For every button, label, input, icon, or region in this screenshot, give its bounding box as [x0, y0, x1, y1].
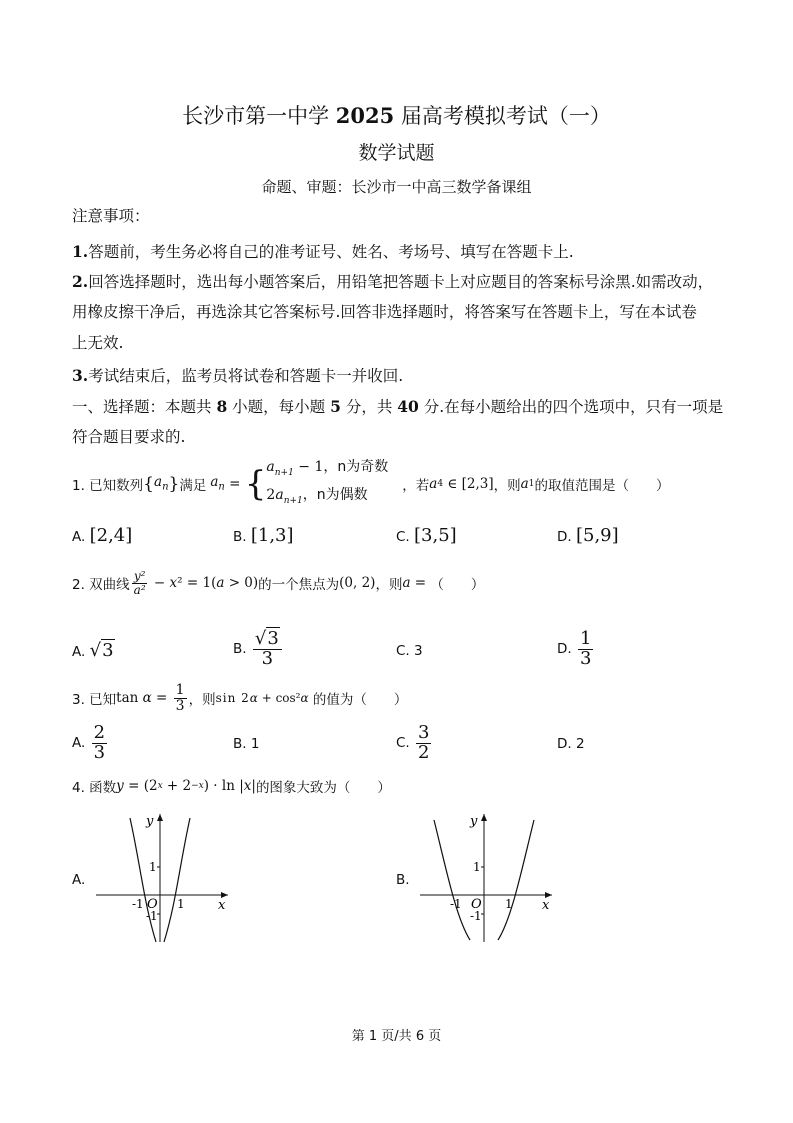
note-2-line-1: 2.回答选择题时，选出每小题答案后，用铅笔把答题卡上对应题目的答案标号涂黑.如需改动， [72, 272, 714, 291]
origin-label: O [147, 897, 158, 912]
curve-right [498, 820, 534, 940]
tick-label-x-1: 1 [177, 897, 185, 911]
tick-label-x-1: 1 [505, 897, 513, 911]
q4-option-b[interactable]: B. [396, 872, 410, 888]
note-2-line-3: 上无效. [72, 334, 124, 352]
q2-option-d[interactable]: D. $\frac{1}{3}$ [557, 628, 592, 669]
exam-title: 长沙市第一中学 2025 届高考模拟考试（一） [182, 103, 611, 128]
q3-option-d[interactable]: D. 2 [557, 736, 585, 752]
axis-label-y: y [470, 814, 478, 829]
note-1: 1.答题前，考生务必将自己的准考证号、姓名、考场号、填写在答题卡上. [72, 242, 574, 261]
curve-right [164, 818, 190, 942]
q2-option-c[interactable]: C. 3 [396, 643, 423, 659]
curve-left [130, 818, 156, 942]
q4-option-a[interactable]: A. [72, 872, 86, 888]
question-1-stem: 1. 已知数列 { $a_n$ } 满足 $a_n$ = { $a_{n+1} - 1$，n为奇数 $2a_{n+1}$，n为偶数 ，若 a 4 ∈ [2,3] ，则 a 1 的取值范围是（ ） [72, 456, 669, 512]
tick-label-y-neg-1: -1 [470, 909, 482, 923]
exam-byline: 命题、审题：长沙市一中高三数学备课组 [261, 178, 532, 196]
question-2-stem: 2. 双曲线 $\frac{\text{y²}}{\text{a²}}$ − x ² = 1( a > 0) 的一个焦点为 (0, 2) ，则 a = （ ） [72, 569, 485, 597]
tick-label-x-neg-1: -1 [132, 897, 144, 911]
notes-heading: 注意事项： [72, 207, 150, 225]
y-axis-arrow [481, 814, 487, 821]
q1-option-c[interactable]: C. [3,5] [396, 525, 457, 546]
y-axis-arrow [157, 814, 163, 821]
note-2-line-2: 用橡皮擦干净后，再选涂其它答案标号.回答非选择题时，将答案写在答题卡上，写在本试卷 [72, 303, 697, 321]
q3-option-b[interactable]: B. 1 [233, 736, 260, 752]
q4-graph-b [412, 808, 562, 948]
q2-option-b[interactable]: B. $\frac{√3}{3}$ [233, 630, 284, 669]
question-3-stem: 3. 已知 tan α = $\frac{1}{3}$ ，则 sin 2 α + cos² α 的值为（ ） [72, 682, 408, 714]
curve-left [434, 820, 470, 940]
q1-option-a[interactable]: A. [2,4] [72, 525, 133, 546]
tick-label-x-neg-1: -1 [450, 897, 462, 911]
q3-option-c[interactable]: C. $\frac{3}{2}$ [396, 722, 430, 763]
q4-graph-a [88, 808, 238, 948]
q3-option-a[interactable]: A. $\frac{2}{3}$ [72, 722, 106, 763]
exam-subtitle: 数学试题 [358, 142, 435, 164]
note-3: 3.考试结束后，监考员将试卷和答题卡一并收回. [72, 366, 404, 385]
axis-label-y: y [146, 814, 154, 829]
tick-label-y-1: 1 [149, 860, 157, 874]
tick-label-y-1: 1 [473, 860, 481, 874]
page-footer: 第 1 页/共 6 页 [351, 1029, 442, 1044]
q1-option-b[interactable]: B. [1,3] [233, 525, 294, 546]
axis-label-x: x [218, 898, 226, 913]
piecewise-formula: $a_n$ = { $a_{n+1} - 1$，n为奇数 $2a_{n+1}$，n为偶数 [210, 459, 389, 506]
section-heading-line-1: 一、选择题：本题共 8 小题，每小题 5 分，共 40 分.在每小题给出的四个选项中，只有一项是 [72, 397, 724, 416]
question-4-stem: 4. 函数 y = (2 x + 2 −x ) · ln | x | 的图象大致为（ ） [72, 778, 391, 796]
q2-option-a[interactable]: A. √3 [72, 640, 114, 661]
tick-label-y-neg-1: -1 [146, 909, 158, 923]
origin-label: O [471, 897, 482, 912]
q1-option-d[interactable]: D. [5,9] [557, 525, 619, 546]
axis-label-x: x [542, 898, 550, 913]
section-heading-line-2: 符合题目要求的. [72, 428, 186, 446]
